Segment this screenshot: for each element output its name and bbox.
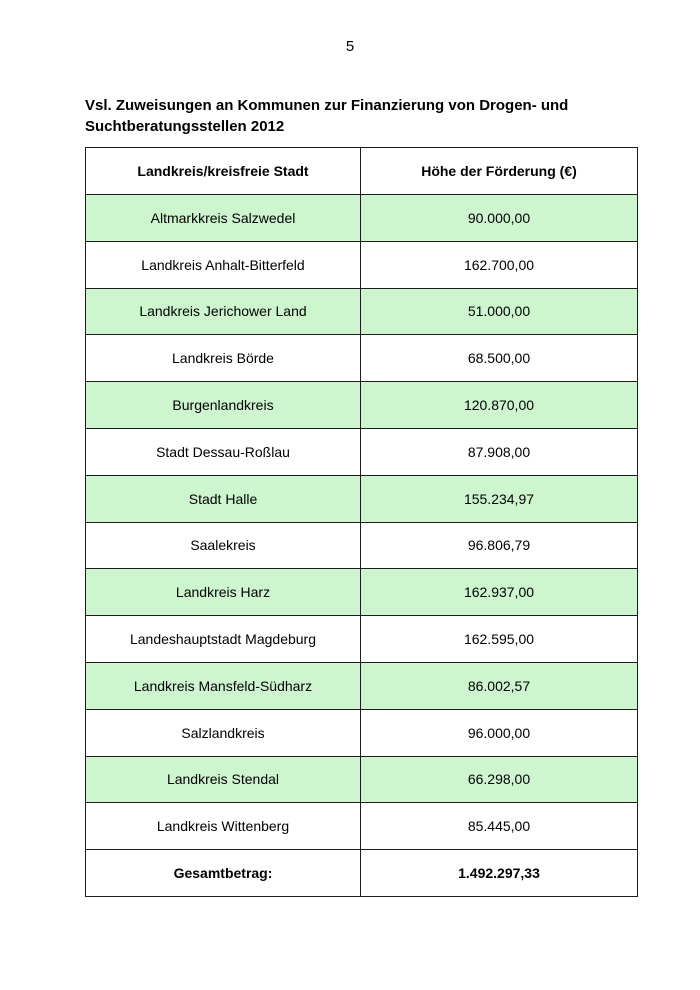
district-cell: Landeshauptstadt Magdeburg [86,616,361,663]
amount-cell: 96.000,00 [361,709,638,756]
district-cell: Landkreis Mansfeld-Südharz [86,662,361,709]
funding-table [85,147,638,897]
table-row [86,662,638,709]
document-title-line2: Suchtberatungsstellen 2012 [85,118,285,135]
district-cell: Stadt Halle [86,475,361,522]
table-row [86,428,638,475]
district-cell: Saalekreis [86,522,361,569]
district-cell: Landkreis Börde [86,335,361,382]
header-row [86,148,638,195]
total-label-cell: Gesamtbetrag: [86,850,361,897]
table-row [86,616,638,663]
amount-cell: 66.298,00 [361,756,638,803]
table-row [86,288,638,335]
table-row [86,756,638,803]
district-cell: Landkreis Wittenberg [86,803,361,850]
amount-cell: 51.000,00 [361,288,638,335]
amount-cell: 96.806,79 [361,522,638,569]
amount-cell: 120.870,00 [361,382,638,429]
table-row [86,382,638,429]
document-title [85,95,645,137]
total-amount-cell: 1.492.297,33 [361,850,638,897]
amount-cell: 85.445,00 [361,803,638,850]
amount-cell: 86.002,57 [361,662,638,709]
district-cell: Salzlandkreis [86,709,361,756]
table-row [86,195,638,242]
amount-cell: 155.234,97 [361,475,638,522]
total-row [86,850,638,897]
amount-cell: 162.700,00 [361,241,638,288]
amount-cell: 162.595,00 [361,616,638,663]
district-cell: Burgenlandkreis [86,382,361,429]
table-row [86,475,638,522]
district-cell: Landkreis Anhalt-Bitterfeld [86,241,361,288]
document-title-line1: Vsl. Zuweisungen an Kommunen zur Finanzierung von Drogen- und [85,97,569,114]
district-cell: Landkreis Harz [86,569,361,616]
table-row [86,335,638,382]
district-cell: Stadt Dessau-Roßlau [86,428,361,475]
amount-cell: 68.500,00 [361,335,638,382]
amount-cell: 87.908,00 [361,428,638,475]
district-cell: Landkreis Jerichower Land [86,288,361,335]
table-row [86,241,638,288]
column-header-amount: Höhe der Förderung (€) [361,148,638,195]
amount-cell: 90.000,00 [361,195,638,242]
page-number: 5 [345,38,355,55]
district-cell: Landkreis Stendal [86,756,361,803]
table-row [86,522,638,569]
table-row [86,709,638,756]
column-header-district: Landkreis/kreisfreie Stadt [86,148,361,195]
table-row [86,803,638,850]
amount-cell: 162.937,00 [361,569,638,616]
table-row [86,569,638,616]
district-cell: Altmarkkreis Salzwedel [86,195,361,242]
